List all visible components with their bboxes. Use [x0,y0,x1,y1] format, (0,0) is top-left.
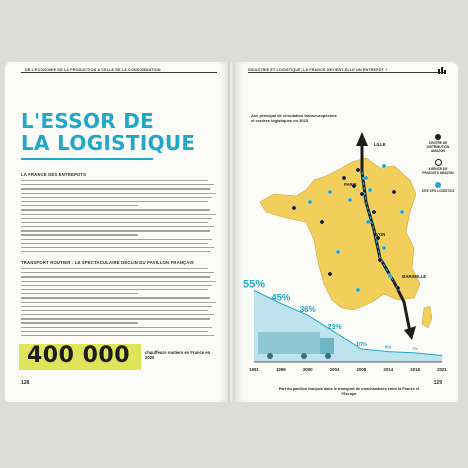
logistics-site-dot [392,190,396,194]
logistics-site-dot [372,210,376,214]
data-label: 23% [327,324,342,332]
left-page [5,62,229,402]
x-tick-label: 1991 [249,367,259,372]
text-line [21,205,138,206]
x-tick-label: 2000 [302,367,313,372]
text-line [21,276,210,277]
data-label: 7% [412,345,419,351]
legend-item-amazon-center: CENTRE DE DISTRIBUTION AMAZON [420,134,456,153]
logistics-site-dot [382,164,386,168]
page-title [21,110,195,154]
text-line [21,243,208,244]
text-line [21,193,216,194]
big-number-caption: chauffeurs routiers en France en 2020 [145,350,211,360]
logistics-site-dot [364,176,368,180]
legend-dot-icon [435,134,441,140]
title-underline [21,158,153,160]
text-line [21,239,212,240]
logistics-site-dot [328,190,332,194]
text-line [21,184,214,185]
text-line [21,306,212,307]
text-line [21,272,214,273]
data-label: 10% [355,342,367,348]
section-heading-transport: TRANSPORT ROUTIER : LE SPECTACULAIRE DÉCLIN DU PAVILLON FRANÇAIS [21,260,194,265]
section-heading-entrepots: LA FRANCE DES ENTREPOTS [21,172,87,177]
text-line [21,327,212,328]
text-line [21,314,214,315]
text-line [21,335,214,336]
logistics-site-dot [336,250,340,254]
logistics-site-dot [292,206,296,210]
city-lille: LILLE [374,142,386,147]
text-line [21,318,210,319]
text-line [21,285,212,286]
running-head-right: INDUSTRIE ET LOGISTIQUE, LA FRANCE DEVIENT-ELLE UN ENTREPÔT ? [248,68,388,72]
map-caption: Axe principal de circulation transeuropéenne et centres logistiques en 2023 [251,113,337,123]
x-tick-label: 2021 [437,367,447,372]
text-line [21,209,210,210]
logistics-site-dot [348,198,352,202]
legend-dot-icon [435,182,441,188]
body-text-block-2 [21,268,216,339]
logistics-site-dot [366,220,370,224]
logistics-site-dot [356,168,360,172]
chart-caption: Part du pavillon français dans le transport de marchandises entre la France et l'Europe [278,387,420,396]
legend-dot-icon [435,159,442,166]
text-line [21,297,210,298]
running-head-rule [21,72,217,73]
data-label: 8% [385,344,392,350]
data-label: 45% [271,292,291,304]
text-line [21,230,210,231]
text-line [21,251,210,252]
legend-item-amazon-agency: AGENCE DE PRODUITS AMAZON [420,159,456,176]
logistics-site-dot [320,220,324,224]
page-number-right: 129 [433,380,442,386]
text-line [21,201,208,202]
x-tick-label: 2004 [329,367,340,372]
text-line [21,293,138,294]
logistics-site-dot [342,176,346,180]
data-label: 36% [299,305,316,315]
text-line [21,322,138,323]
logistics-site-dot [400,210,404,214]
text-line [21,188,210,189]
x-tick-label: 1999 [275,367,286,372]
city-marseille: MARSEILLE [402,274,427,279]
book-spread [5,62,463,402]
right-page [234,62,458,402]
text-line [21,247,214,248]
logistics-site-dot [368,188,372,192]
running-head-left: DE L'ECONOMIE DE LA PRODUCTION A CELLE DE LA CONSOMMATION [25,68,161,72]
x-tick-label: 2016 [410,367,421,372]
text-line [21,222,208,223]
text-line [21,289,208,290]
text-line [21,268,208,269]
text-line [21,218,212,219]
city-lyon: LYON [374,232,386,237]
text-line [21,180,208,181]
text-line [21,214,216,215]
text-line [21,310,208,311]
data-label: 55% [242,278,266,291]
arrow-north-icon [356,132,368,146]
text-line [21,302,216,303]
title-line-1: L'ESSOR DE [21,109,155,133]
logistics-site-dot [308,200,312,204]
body-text-block-1 [21,180,216,255]
text-line [21,226,214,227]
page-number-left: 128 [21,380,30,386]
text-line [21,197,212,198]
text-line [21,234,138,235]
text-line [21,281,216,282]
pavillon-share-chart [242,270,448,380]
x-tick-label: 2008 [356,367,367,372]
text-line [21,331,208,332]
title-line-2: LA LOGISTIQUE [21,131,196,155]
logistics-site-dot [382,246,386,250]
city-paris: PARIS [344,182,357,187]
legend-item-xpo: SITE XPO LOGISTICS [420,182,456,194]
big-number: 400 000 [27,343,131,368]
logistics-site-dot [378,258,382,262]
map-legend [420,134,456,200]
x-tick-label: 2014 [383,367,394,372]
logistics-site-dot [360,192,364,196]
